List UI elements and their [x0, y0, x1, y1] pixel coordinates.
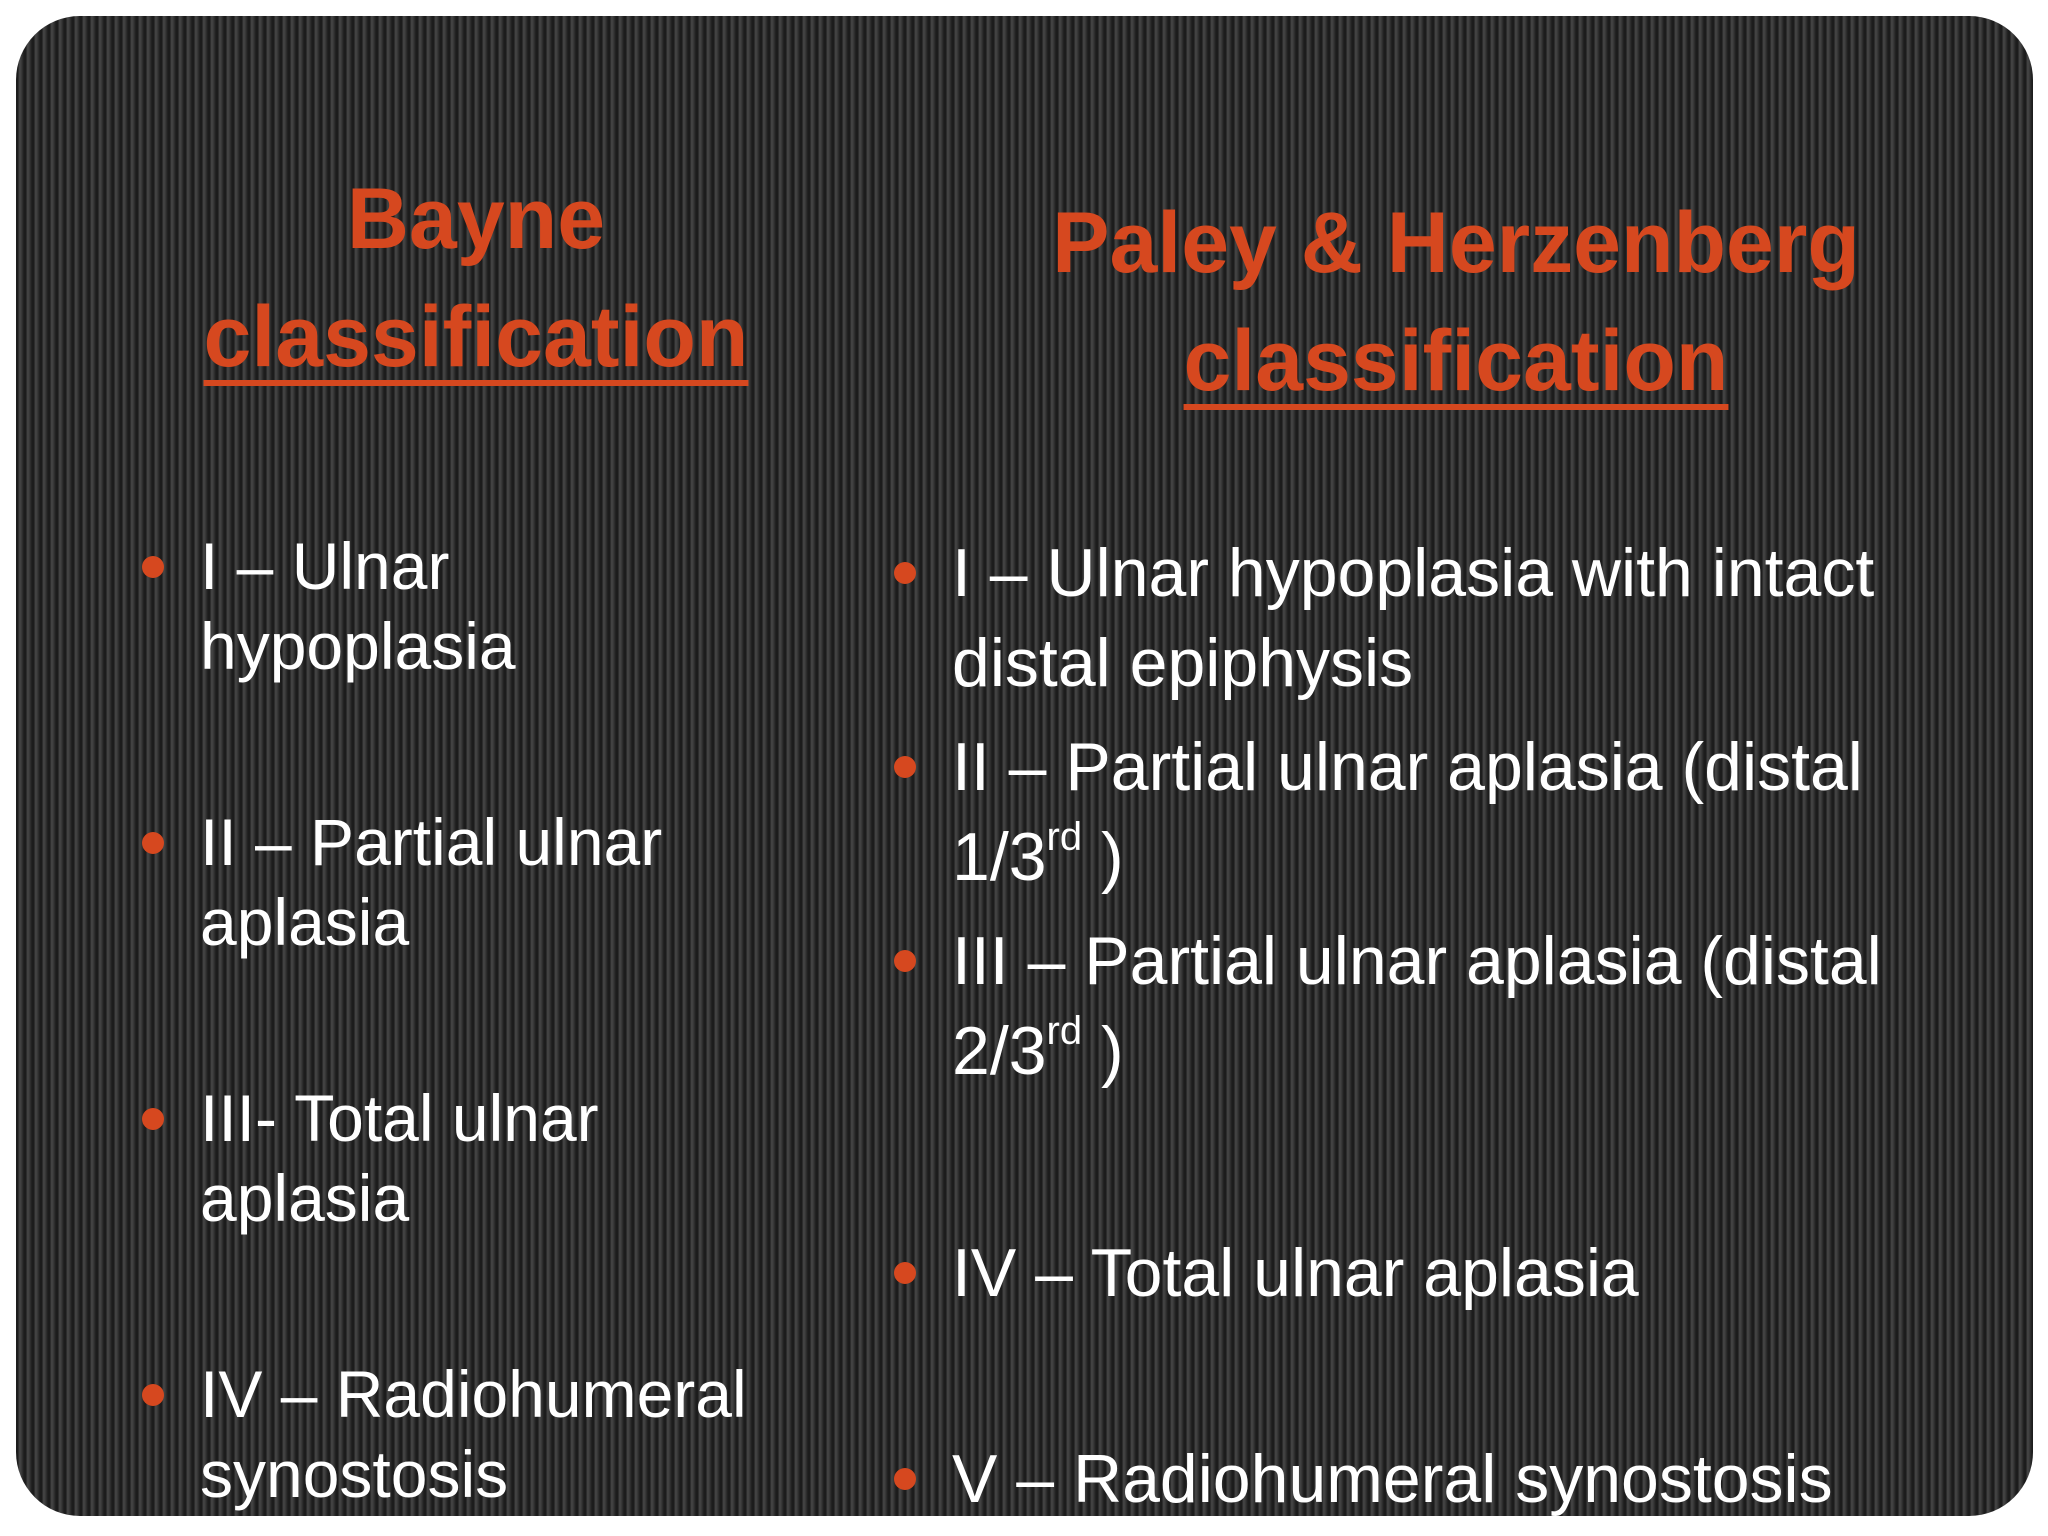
paley-list [952, 16, 2012, 1516]
bayne-item-4-line1: IV – Radiohumeral [200, 1357, 747, 1431]
bayne-heading-title: Bayne [346, 171, 606, 267]
bullet-icon [894, 1468, 916, 1490]
paley-item-3-line1: III – Partial ulnar aplasia (distal [952, 923, 1882, 999]
bullet-icon [894, 1262, 916, 1284]
bayne-heading-subtitle: classification [203, 289, 749, 385]
bullet-icon [894, 950, 916, 972]
bayne-item-3 [200, 1078, 599, 1238]
bullet-icon [142, 556, 164, 578]
bayne-item-2 [200, 802, 662, 962]
paley-item-2-line2-sup: rd [1046, 815, 1083, 859]
bayne-list [200, 16, 840, 1516]
paley-item-3-line2-pre: 2/3 [952, 1013, 1047, 1089]
paley-item-3-line2-post: ) [1082, 1013, 1124, 1089]
bayne-item-1 [200, 526, 516, 686]
paley-item-1-line1: I – Ulnar hypoplasia with intact [952, 535, 1875, 611]
paley-item-4 [952, 1228, 1639, 1318]
paley-heading-subtitle: classification [1183, 313, 1729, 409]
paley-item-1-line2: distal epiphysis [952, 625, 1414, 701]
paley-item-5 [952, 1434, 1833, 1516]
paley-item-2-line1: II – Partial ulnar aplasia (distal [952, 729, 1863, 805]
paley-item-2-line2-pre: 1/3 [952, 819, 1047, 895]
paley-item-3 [952, 916, 1882, 1096]
bayne-item-3-line2: aplasia [200, 1161, 410, 1235]
bayne-item-4 [200, 1354, 747, 1514]
paley-item-3-line2-sup: rd [1046, 1009, 1083, 1053]
paley-item-2 [952, 722, 1863, 902]
bullet-icon [142, 1108, 164, 1130]
paley-heading-title: Paley & Herzenberg [1052, 195, 1860, 291]
slide [16, 16, 2033, 1516]
bayne-item-2-line2: aplasia [200, 885, 410, 959]
paley-item-1 [952, 528, 1874, 708]
bullet-icon [894, 756, 916, 778]
bullet-icon [894, 562, 916, 584]
paley-item-2-line2-post: ) [1082, 819, 1124, 895]
bayne-item-2-line1: II – Partial ulnar [200, 805, 663, 879]
bayne-item-4-line2: synostosis [200, 1437, 509, 1511]
bullet-icon [142, 1384, 164, 1406]
bayne-item-1-line1: I – Ulnar [200, 529, 450, 603]
bayne-item-3-line1: III- Total ulnar [200, 1081, 599, 1155]
bayne-item-1-line2: hypoplasia [200, 609, 516, 683]
paley-item-5-line1: V – Radiohumeral synostosis [952, 1441, 1833, 1516]
paley-item-4-line1: IV – Total ulnar aplasia [952, 1235, 1639, 1311]
bullet-icon [142, 832, 164, 854]
